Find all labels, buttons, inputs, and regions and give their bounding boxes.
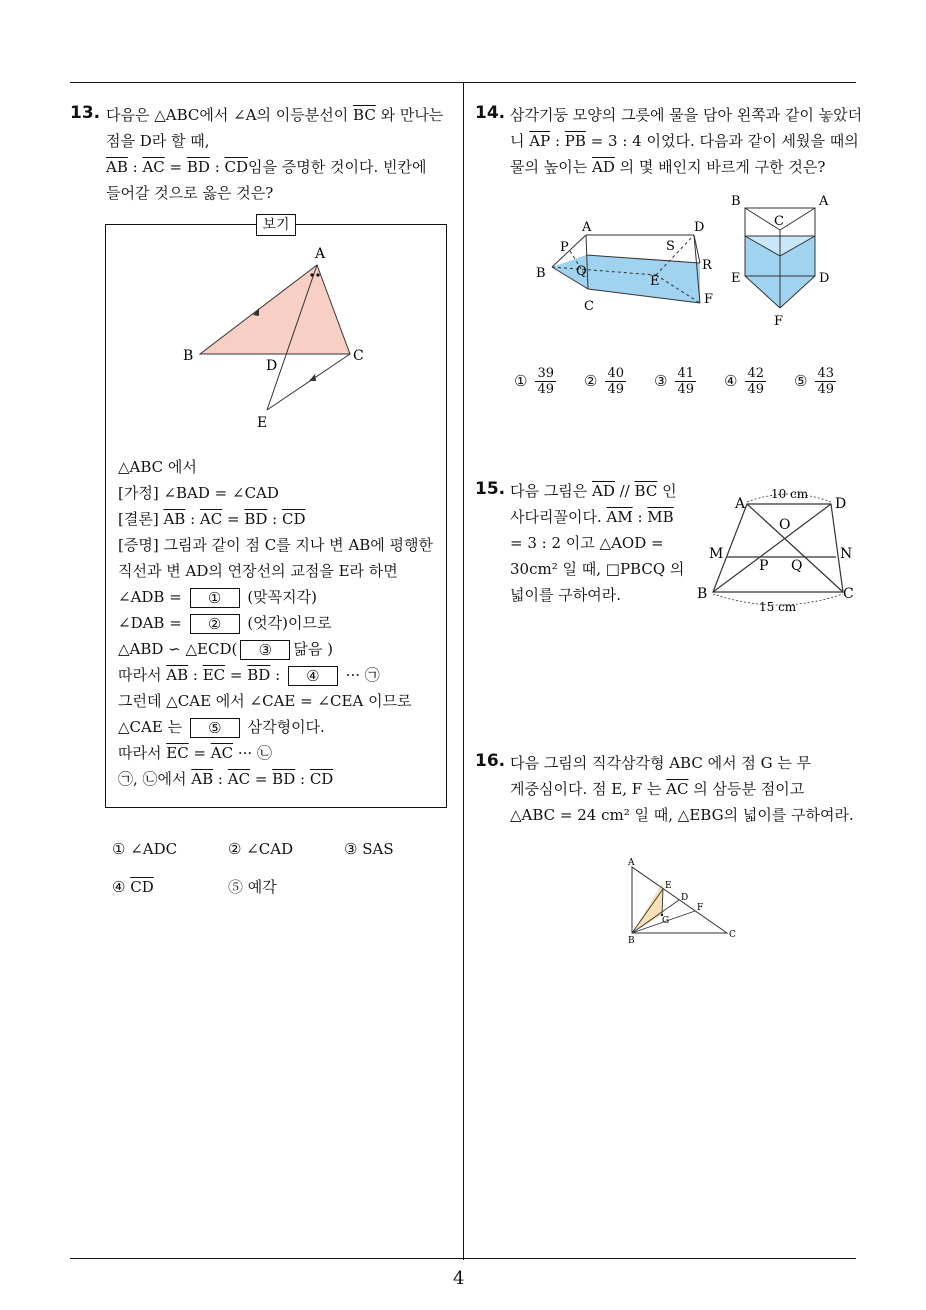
label-b: B <box>536 266 546 281</box>
q14-right-figure <box>725 190 845 330</box>
page-number: 4 <box>453 1268 465 1289</box>
triangle-ebg <box>632 882 663 933</box>
proof-line-7: ∠DAB = ② (엇각)이므로 <box>118 614 332 633</box>
proof-line-9: 따라서 $\overline{AB}$ : $\overline{EC} = \overline{BD}$ : ④ ··· ㉠ <box>118 666 380 685</box>
proof-line-5: 직선과 변 AD의 연장선의 교점을 E라 하면 <box>118 562 398 580</box>
q15-line5: 넓이를 구하여라. <box>510 586 621 604</box>
q14-line1: 삼각기둥 모양의 그릇에 물을 담아 왼쪽과 같이 놓았더 <box>510 106 863 124</box>
q13-line1: 다음은 △ABC에서 ∠A의 이등분선이 $\overline{BC}$ 와 만나는 <box>106 106 444 124</box>
q14-choice-5[interactable]: ⑤ $\frac{43}{49}$ <box>794 366 834 397</box>
q13-figure <box>175 240 375 435</box>
q14-choice-4[interactable]: ④ $\frac{42}{49}$ <box>724 366 764 397</box>
blank-2: ② <box>190 614 240 634</box>
label-e: E <box>665 881 672 891</box>
q16-figure <box>622 855 747 950</box>
label-d: D <box>835 496 847 512</box>
label-m: M <box>709 546 724 562</box>
blank-1: ① <box>190 588 240 608</box>
blank-5: ⑤ <box>190 718 240 738</box>
proof-line-13: ㉠, ㉡에서 $\overline{AB}$ : $\overline{AC} = \overline{BD}$ : $\overline{CD}$ <box>118 770 334 788</box>
label-f: F <box>697 903 704 913</box>
example-box-title: 보기 <box>256 214 296 236</box>
q16-number: 16. <box>475 751 506 771</box>
label-b: B <box>697 586 708 602</box>
proof-line-8: △ABD ∽ △ECD( ③ 닮음 ) <box>118 640 333 659</box>
q15-figure <box>695 484 860 616</box>
label-g: G <box>662 916 670 926</box>
q13-choice-1[interactable]: ① ∠ADC <box>112 840 178 858</box>
label-p: P <box>560 240 569 255</box>
proof-line-1: △ABC 에서 <box>118 458 197 476</box>
label-b: B <box>628 936 635 946</box>
line-ce <box>267 354 350 410</box>
proof-line-4: [증명] 그림과 같이 점 C를 지나 변 AB에 평행한 <box>118 536 434 554</box>
label-e: E <box>650 274 660 289</box>
top-length: 10 cm <box>771 487 809 501</box>
label-q: Q <box>791 558 803 574</box>
bottom-rule <box>70 1258 856 1259</box>
label-c: C <box>774 214 784 229</box>
trapezoid <box>713 504 843 592</box>
label-o: O <box>779 517 791 533</box>
bottom-length: 15 cm <box>759 600 797 614</box>
q15-line3: = 3 : 2 이고 △AOD = <box>510 534 664 552</box>
q14-left-figure <box>530 215 720 315</box>
label-f: F <box>774 314 784 329</box>
column-divider <box>463 82 464 1260</box>
angle-dot-1 <box>310 273 313 276</box>
label-c: C <box>729 930 736 940</box>
water-region <box>552 255 700 303</box>
label-b: B <box>731 194 741 209</box>
blank-4: ④ <box>288 666 338 686</box>
blank-3: ③ <box>240 640 290 660</box>
q13-choice-4[interactable]: ④ $\overline{CD}$ <box>112 878 154 896</box>
q14-line3: 물의 높이는 $\overline{AD}$ 의 몇 배인지 바르게 구한 것은? <box>510 158 826 176</box>
label-n: N <box>840 546 853 562</box>
angle-dot-2 <box>316 273 319 276</box>
q15-line1: 다음 그림은 $\overline{AD} // \overline{BC}$ 인 <box>510 482 677 500</box>
label-e: E <box>731 271 741 286</box>
label-a: A <box>819 194 829 209</box>
label-b: B <box>183 348 194 364</box>
q13-line2: 점을 D라 할 때, <box>106 132 210 150</box>
q16-line3: △ABC = 24 cm² 일 때, △EBG의 넓이를 구하여라. <box>510 806 854 824</box>
q14-number: 14. <box>475 103 506 123</box>
q16-line1: 다음 그림의 직각삼각형 ABC 에서 점 G 는 무 <box>510 754 812 772</box>
arrow-ce <box>309 374 316 381</box>
q14-line2: 니 $\overline{AP}$ : $\overline{PB} = 3$ : 4 이었다. 다음과 같이 세웠을 때의 <box>510 132 859 150</box>
proof-line-12: 따라서 $\overline{EC} = \overline{AC}$ ··· ㉡ <box>118 744 272 762</box>
label-q: Q <box>576 264 587 279</box>
q16-line2: 게중심이다. 점 E, F 는 $\overline{AC}$ 의 삼등분 점이고 <box>510 780 805 798</box>
proof-line-10: 그런데 △CAE 에서 ∠CAE = ∠CEA 이므로 <box>118 692 412 710</box>
label-d: D <box>266 358 278 374</box>
label-c: C <box>843 586 854 602</box>
label-c: C <box>353 348 364 364</box>
label-a: A <box>315 246 326 262</box>
q15-line4: 30cm² 일 때, □PBCQ 의 <box>510 560 685 578</box>
q15-line2: 사다리꼴이다. $\overline{AM}$ : $\overline{MB}$ <box>510 508 674 526</box>
diagonal-ac <box>747 504 843 592</box>
q13-choice-2[interactable]: ② ∠CAD <box>228 840 294 858</box>
label-d: D <box>681 893 689 903</box>
label-a: A <box>735 496 746 512</box>
label-d: D <box>694 220 705 235</box>
q13-number: 13. <box>70 103 101 123</box>
arrow-ab <box>253 308 259 316</box>
q13-line4: 들어갈 것으로 옳은 것은? <box>106 184 274 202</box>
q13-choice-3[interactable]: ③ SAS <box>344 840 394 858</box>
label-e: E <box>257 415 268 431</box>
q13-choice-5[interactable]: ⑤ 예각 <box>228 878 277 896</box>
label-f: F <box>704 292 714 307</box>
proof-line-11: △CAE 는 ⑤ 삼각형이다. <box>118 718 325 737</box>
proof-line-2: [가정] ∠BAD = ∠CAD <box>118 484 279 502</box>
label-c: C <box>584 299 594 314</box>
label-d: D <box>819 271 830 286</box>
proof-line-6: ∠ADB = ① (맞꼭지각) <box>118 588 317 607</box>
label-a: A <box>582 220 592 235</box>
q14-choice-3[interactable]: ③ $\frac{41}{49}$ <box>654 366 694 397</box>
label-s: S <box>666 239 675 254</box>
q13-line3: $\overline{AB}$ : $\overline{AC} = \overline{BD}$ : $\overline{CD}$임을 증명한 것이다. 빈칸에 <box>106 158 427 176</box>
triangle-abc <box>200 265 350 354</box>
label-p: P <box>759 558 769 574</box>
q14-choice-2[interactable]: ② $\frac{40}{49}$ <box>584 366 624 397</box>
diagonal-bd <box>713 504 831 592</box>
q14-choice-1[interactable]: ① $\frac{39}{49}$ <box>514 366 554 397</box>
label-r: R <box>702 258 712 273</box>
q15-number: 15. <box>475 479 506 499</box>
proof-line-3: [결론] $\overline{AB}$ : $\overline{AC} = \overline{BD}$ : $\overline{CD}$ <box>118 510 306 528</box>
label-a: A <box>628 858 635 868</box>
